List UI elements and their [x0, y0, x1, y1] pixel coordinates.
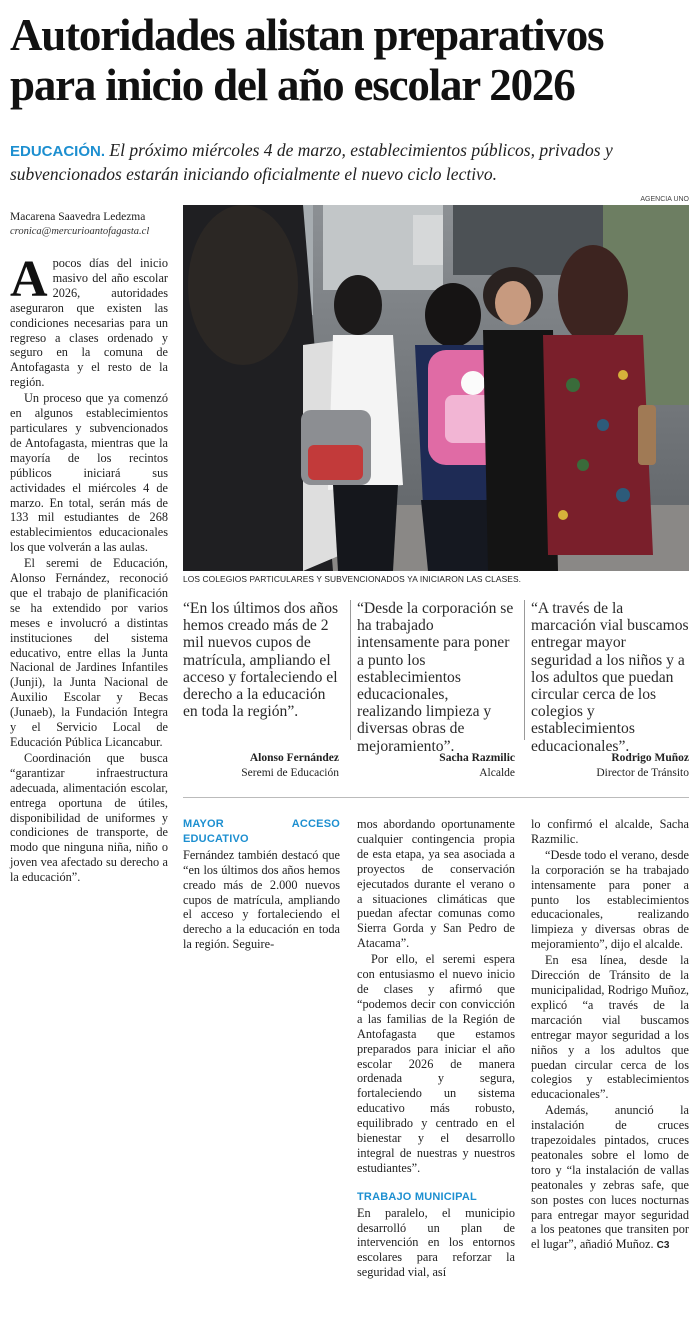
section-divider — [183, 797, 689, 798]
quote-2-name: Sacha Razmilic — [439, 752, 515, 764]
article-column-3 — [357, 817, 515, 1281]
quote-1-name: Alonso Fernández — [249, 752, 339, 764]
quote-3-role: Director de Tránsito — [596, 767, 689, 779]
drop-cap: A — [10, 251, 48, 308]
paragraph: Fernández también destacó que “en los últimos dos años hemos creado más de 2.000 nuevos cupos de matrícula, ampliando el acceso y fortaleciendo el derecho a la educación en toda la región. Seguire- — [183, 847, 340, 952]
author-email[interactable]: cronica@mercurioantofagasta.cl — [10, 226, 150, 237]
pull-quote-2: “Desde la corporación se ha trabajado intensamente para poner a punto los establecimientos educacionales, realizando limpieza y diversas obras de mejoramiento”. — [357, 600, 514, 755]
article-column-2 — [183, 817, 340, 953]
paragraph: Un proceso que ya comenzó en algunos establecimientos particulares y subvencionados de Antofagasta, mientras que la mayoría de los recintos públicos iniciará sus actividades el miércoles 4 de marzo. En total, serán más de 133 mil estudiantes de 268 establecimientos educacionales los que volverán a las aulas. — [10, 391, 168, 555]
section-kicker: EDUCACIÓN. — [10, 143, 106, 160]
paragraph: “Desde todo el verano, desde la corporación se ha trabajado intensamente para poner a punto los establecimientos educacionales, realizando limpieza y diversas obras de mejoramiento”, dijo el alcalde. — [531, 847, 689, 952]
quote-divider — [524, 600, 525, 740]
headline — [10, 10, 690, 110]
headline-line-1: Autoridades alistan preparativos — [10, 10, 604, 60]
article-photo — [183, 205, 689, 571]
photo-caption: LOS COLEGIOS PARTICULARES Y SUBVENCIONADOS YA INICIARON LAS CLASES. — [183, 574, 522, 584]
quote-divider — [350, 600, 351, 740]
paragraph: Coordinación que busca “garantizar infraestructura adecuada, alimentación escolar, entrega oportuna de útiles, disponibilidad de uniformes y condiciones de transporte, de modo que ninguna niña, niño o joven vea afectado su derecho a la educación”. — [10, 750, 168, 885]
quote-3-name: Rodrigo Muñoz — [611, 752, 689, 764]
paragraph: En paralelo, el municipio desarrolló un plan de intervención en los entornos escolares para reforzar la seguridad vial, así — [357, 1205, 515, 1280]
pull-quote-3: “A través de la marcación vial buscamos entregar mayor seguridad a los niños y a los adultos que puedan circular cerca de los colegios y establecimientos educacionales”. — [531, 600, 689, 755]
headline-line-2: para inicio del año escolar 2026 — [10, 60, 575, 110]
author-name: Macarena Saavedra Ledezma — [10, 211, 146, 223]
end-mark: C3 — [656, 1240, 670, 1252]
quote-1-role: Seremi de Educación — [241, 767, 339, 779]
subhead-mayor-acceso: MAYOR ACCESO EDUCATIVO — [183, 818, 340, 845]
pull-quote-1: “En los últimos dos años hemos creado más de 2 mil nuevos cupos de matrícula, ampliando el acceso y fortaleciendo el derecho a la educación en toda la región”. — [183, 600, 339, 721]
article-column-4 — [531, 817, 689, 1255]
byline — [10, 210, 175, 239]
paragraph: En esa línea, desde la Dirección de Tránsito de la municipalidad, Rodrigo Muñoz, explicó “a través de la marcación vial buscamos entregar mayor seguridad a los niños y a los adultos que puedan circular cerca de los colegios y establecimientos educacionales”. — [531, 953, 689, 1102]
dek — [10, 139, 690, 185]
photo-credit: AGENCIA UNO — [640, 196, 689, 203]
paragraph: lo confirmó el alcalde, Sacha Razmilic. — [531, 817, 689, 846]
paragraph: mos abordando oportunamente cualquier contingencia propia de esta etapa, ya sea asociada a proyectos de conservación ejecutados durante el verano o a situaciones climáticas que puedan afectar comunas como Sierra Gorda y San Pedro de Atacama”. — [357, 817, 515, 951]
article-column-1 — [10, 251, 168, 886]
paragraph: Además, anunció la instalación de cruces trapezoidales pintados, cruces peatonales sobre el lomo de toro y “la instalación de vallas peatonales y zebras safe, que son postes con luces nocturnas para entregar mayor seguridad a los peatones que transiten por el lugar”, añadió Muñoz. C3 — [531, 1103, 689, 1252]
subhead-trabajo-municipal: TRABAJO MUNICIPAL — [357, 1190, 477, 1203]
dek-text: El próximo miércoles 4 de marzo, establecimientos públicos, privados y subvencionados estarán iniciando oficialmente el nuevo ciclo lectivo. — [10, 140, 613, 184]
paragraph: El seremi de Educación, Alonso Fernández, reconoció que el trabajo de planificación se ha extendido por varios meses e involucró a distintas instituciones del sistema educativo, entre ellas la Junta Nacional de Jardines Infantiles (Junji), la Junta Nacional de Auxilio Escolar y Becas (Junaeb), la Fundación Integra y el Servicio Local de Educación Pública Licancabur. — [10, 556, 168, 749]
quote-2-role: Alcalde — [479, 767, 515, 779]
paragraph: Por ello, el seremi espera con entusiasmo el nuevo inicio de clases y afirmó que “podemos decir con convicción a las familias de la Región de Antofagasta que estamos preparados para iniciar el año escolar 2026 de manera ordenada y segura, fortaleciendo un sistema educativo más robusto, equilibrado y centrado en el bienestar y el desarrollo integral de nuestras y nuestros estudiantes”. — [357, 952, 515, 1175]
paragraph: Apocos días del inicio masivo del año escolar 2026, autoridades aseguraron que existen las condiciones necesarias para un regreso a clases ordenado y seguro en la comuna de Antofagasta y el resto de la región. — [10, 251, 168, 390]
students-photo-illustration — [183, 205, 689, 571]
